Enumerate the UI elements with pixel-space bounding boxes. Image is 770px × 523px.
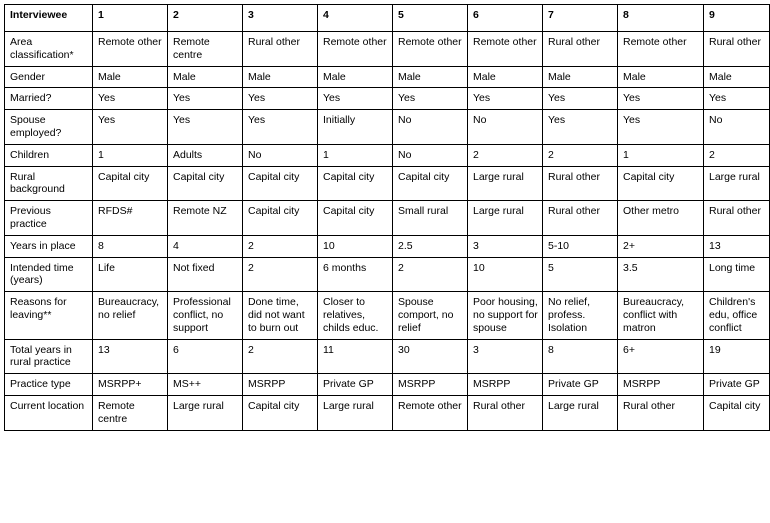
row-label: Spouse employed?: [5, 110, 93, 145]
table-row: [5, 374, 770, 396]
table-row: [5, 144, 770, 166]
table-cell: 2+: [618, 235, 704, 257]
table-cell: Male: [543, 66, 618, 88]
table-cell: 19: [704, 339, 770, 374]
table-cell: 2: [243, 339, 318, 374]
table-cell: Bureaucracy, no relief: [93, 292, 168, 339]
row-label: Children: [5, 144, 93, 166]
table-cell: Yes: [618, 110, 704, 145]
table-cell: Yes: [243, 110, 318, 145]
table-cell: 3.5: [618, 257, 704, 292]
table-cell: Large rural: [468, 166, 543, 201]
table-cell: Large rural: [543, 395, 618, 430]
column-header-9: 9: [704, 5, 770, 32]
table-cell: Male: [393, 66, 468, 88]
table-cell: Capital city: [318, 166, 393, 201]
table-cell: Remote other: [393, 32, 468, 67]
interviewee-data-table: [4, 4, 770, 431]
row-label: Total years in rural practice: [5, 339, 93, 374]
table-cell: 2: [243, 257, 318, 292]
table-cell: Remote NZ: [168, 201, 243, 236]
table-cell: Private GP: [704, 374, 770, 396]
table-row: [5, 292, 770, 339]
table-cell: MSRPP: [393, 374, 468, 396]
table-cell: 6+: [618, 339, 704, 374]
table-cell: Long time: [704, 257, 770, 292]
table-cell: Remote other: [468, 32, 543, 67]
table-cell: 2: [243, 235, 318, 257]
table-row: [5, 257, 770, 292]
table-cell: Capital city: [243, 395, 318, 430]
table-cell: Remote other: [393, 395, 468, 430]
table-row: [5, 201, 770, 236]
table-cell: Rural other: [704, 32, 770, 67]
table-cell: 8: [543, 339, 618, 374]
column-header-3: 3: [243, 5, 318, 32]
table-cell: Small rural: [393, 201, 468, 236]
row-label: Married?: [5, 88, 93, 110]
table-cell: 1: [618, 144, 704, 166]
table-cell: Capital city: [243, 166, 318, 201]
table-cell: Yes: [468, 88, 543, 110]
table-cell: Large rural: [468, 201, 543, 236]
table-cell: Rural other: [704, 201, 770, 236]
row-label: Reasons for leaving**: [5, 292, 93, 339]
column-header-5: 5: [393, 5, 468, 32]
table-cell: Rural other: [468, 395, 543, 430]
table-cell: Capital city: [243, 201, 318, 236]
table-cell: Rural other: [543, 32, 618, 67]
column-header-7: 7: [543, 5, 618, 32]
table-cell: Rural other: [543, 166, 618, 201]
table-cell: 3: [468, 339, 543, 374]
table-cell: Professional conflict, no support: [168, 292, 243, 339]
table-row: [5, 395, 770, 430]
row-label: Rural background: [5, 166, 93, 201]
table-cell: Male: [243, 66, 318, 88]
table-cell: Remote other: [618, 32, 704, 67]
table-cell: Rural other: [618, 395, 704, 430]
table-cell: Yes: [168, 88, 243, 110]
table-cell: MS++: [168, 374, 243, 396]
row-label: Current location: [5, 395, 93, 430]
row-label: Gender: [5, 66, 93, 88]
table-cell: No: [243, 144, 318, 166]
table-cell: Initially: [318, 110, 393, 145]
table-cell: 30: [393, 339, 468, 374]
column-header-2: 2: [168, 5, 243, 32]
table-cell: 10: [318, 235, 393, 257]
table-cell: Capital city: [704, 395, 770, 430]
table-cell: Not fixed: [168, 257, 243, 292]
table-cell: 2: [393, 257, 468, 292]
table-cell: No: [393, 110, 468, 145]
table-cell: 8: [93, 235, 168, 257]
table-cell: Male: [93, 66, 168, 88]
table-cell: Rural other: [243, 32, 318, 67]
table-cell: Other metro: [618, 201, 704, 236]
table-cell: Closer to relatives, childs educ.: [318, 292, 393, 339]
table-cell: Male: [618, 66, 704, 88]
table-cell: Yes: [318, 88, 393, 110]
table-cell: Capital city: [93, 166, 168, 201]
table-cell: Large rural: [318, 395, 393, 430]
table-cell: MSRPP: [468, 374, 543, 396]
column-header-8: 8: [618, 5, 704, 32]
table-cell: 2: [704, 144, 770, 166]
table-cell: Yes: [393, 88, 468, 110]
table-row: [5, 235, 770, 257]
table-cell: Yes: [543, 88, 618, 110]
row-label: Area classification*: [5, 32, 93, 67]
table-header: [5, 5, 770, 32]
table-cell: Capital city: [168, 166, 243, 201]
table-row: [5, 166, 770, 201]
table-cell: 6 months: [318, 257, 393, 292]
table-cell: Private GP: [543, 374, 618, 396]
table-cell: Large rural: [168, 395, 243, 430]
table-cell: 4: [168, 235, 243, 257]
table-cell: Life: [93, 257, 168, 292]
table-cell: Male: [704, 66, 770, 88]
column-header-1: 1: [93, 5, 168, 32]
table-cell: 6: [168, 339, 243, 374]
row-label: Previous practice: [5, 201, 93, 236]
table-cell: 2.5: [393, 235, 468, 257]
table-cell: 13: [93, 339, 168, 374]
table-cell: Remote other: [318, 32, 393, 67]
table-row: [5, 339, 770, 374]
table-cell: Yes: [93, 110, 168, 145]
column-header-6: 6: [468, 5, 543, 32]
table-cell: No: [704, 110, 770, 145]
table-cell: Male: [168, 66, 243, 88]
table-cell: Done time, did not want to burn out: [243, 292, 318, 339]
table-cell: 13: [704, 235, 770, 257]
table-cell: Yes: [168, 110, 243, 145]
table-cell: Large rural: [704, 166, 770, 201]
table-cell: Private GP: [318, 374, 393, 396]
table-cell: Yes: [704, 88, 770, 110]
table-row: [5, 66, 770, 88]
column-header-4: 4: [318, 5, 393, 32]
table-cell: MSRPP: [243, 374, 318, 396]
table-cell: Adults: [168, 144, 243, 166]
table-cell: Yes: [618, 88, 704, 110]
table-row: [5, 110, 770, 145]
table-cell: Yes: [543, 110, 618, 145]
table-cell: Capital city: [393, 166, 468, 201]
table-cell: Bureaucracy, conflict with matron: [618, 292, 704, 339]
table-row: [5, 88, 770, 110]
table-cell: No: [468, 110, 543, 145]
table-cell: Rural other: [543, 201, 618, 236]
table-header-row: [5, 5, 770, 32]
table-cell: Spouse comport, no relief: [393, 292, 468, 339]
row-label: Years in place: [5, 235, 93, 257]
table-cell: MSRPP: [618, 374, 704, 396]
table-cell: Male: [468, 66, 543, 88]
table-cell: Children's edu, office conflict: [704, 292, 770, 339]
table-cell: Poor housing, no support for spouse: [468, 292, 543, 339]
row-label: Intended time (years): [5, 257, 93, 292]
table-cell: 5: [543, 257, 618, 292]
row-label: Practice type: [5, 374, 93, 396]
table-cell: 10: [468, 257, 543, 292]
table-cell: 2: [543, 144, 618, 166]
table-cell: MSRPP+: [93, 374, 168, 396]
table-cell: Remote centre: [93, 395, 168, 430]
column-header-interviewee: Interviewee: [5, 5, 93, 32]
table-body: [5, 32, 770, 431]
table-cell: 5-10: [543, 235, 618, 257]
table-cell: RFDS#: [93, 201, 168, 236]
table-cell: 3: [468, 235, 543, 257]
table-cell: No relief, profess. Isolation: [543, 292, 618, 339]
table-cell: No: [393, 144, 468, 166]
table-cell: Male: [318, 66, 393, 88]
table-cell: 1: [93, 144, 168, 166]
table-cell: Yes: [93, 88, 168, 110]
table-cell: Yes: [243, 88, 318, 110]
table-row: [5, 32, 770, 67]
table-cell: Remote other: [93, 32, 168, 67]
table-cell: Capital city: [318, 201, 393, 236]
table-cell: 2: [468, 144, 543, 166]
table-cell: Capital city: [618, 166, 704, 201]
table-cell: Remote centre: [168, 32, 243, 67]
table-cell: 1: [318, 144, 393, 166]
table-cell: 11: [318, 339, 393, 374]
